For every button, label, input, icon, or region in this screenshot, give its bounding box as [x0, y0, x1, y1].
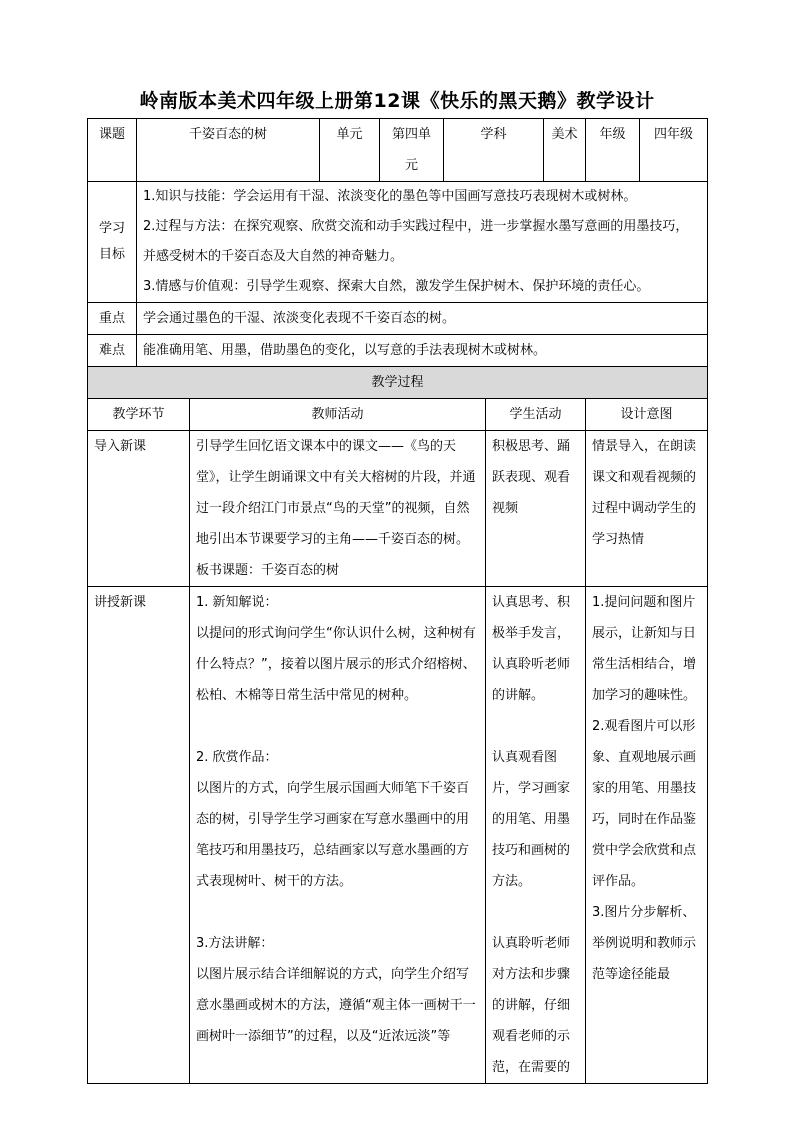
- design-paragraph: 1.提问问题和图片展示，让新知与日常生活相结合，增加学习的趣味性。: [592, 595, 697, 703]
- document-title: 岭南版本美术四年级上册第12课《快乐的黑天鹅》教学设计: [139, 90, 655, 112]
- objective-item: 3.情感与价值观：引导学生观察、探索大自然，激发学生保护树木、保护环境的责任心。: [143, 279, 650, 294]
- student-paragraph: 认真观看图片，学习画家的用笔、用墨技巧和画树的方法。: [492, 750, 571, 889]
- teacher-activity-cell: [190, 431, 486, 587]
- column-header-teacher: 教师活动: [190, 399, 486, 431]
- objectives-row: [88, 182, 708, 303]
- table-row: [88, 431, 708, 587]
- unit-label: 单元: [320, 119, 380, 182]
- teacher-paragraph: 以图片的方式，向学生展示国画大师笔下千姿百态的树，引导学生学习画家在写意水墨画中的用笔技巧和用墨技巧，总结画家以写意水墨画的方式表现树叶、树干的方法。: [196, 781, 470, 889]
- process-header-row: [88, 367, 708, 399]
- spacer: [492, 711, 579, 742]
- teacher-paragraph: 引导学生回忆语文课本中的课文——《鸟的天堂》，让学生朗诵课文中有关大榕树的片段，并通过一段介绍江门市景点“鸟的天堂”的视频，自然地引出本节课要学习的主角——千姿百态的树。: [196, 439, 476, 547]
- teacher-paragraph: 板书课题：千姿百态的树: [196, 563, 340, 578]
- student-activity-cell: [486, 431, 586, 587]
- student-paragraph: 积极思考、踊跃表现、观看视频: [492, 439, 571, 516]
- difficulty-text: 能准确用笔、用墨，借助墨色的变化，以写意的手法表现树木或树林。: [137, 335, 708, 367]
- key-point-row: [88, 303, 708, 335]
- objectives-label-line1: 学习: [98, 221, 125, 236]
- student-activity-cell: [486, 587, 586, 1084]
- design-paragraph: 情景导入，在朗读课文和观看视频的过程中调动学生的学习热情: [592, 439, 697, 547]
- spacer: [196, 897, 479, 928]
- student-paragraph: 认真聆听老师对方法和步骤的讲解，仔细观看老师的示范，在需要的: [492, 936, 571, 1075]
- column-header-design: 设计意图: [586, 399, 708, 431]
- difficulty-row: [88, 335, 708, 367]
- teacher-activity-cell: [190, 587, 486, 1084]
- stage-cell: 导入新课: [88, 431, 190, 587]
- table-row: [88, 587, 708, 1084]
- grade-label: 年级: [586, 119, 640, 182]
- unit-value: 第四单元: [380, 119, 444, 182]
- topic-value: 千姿百态的树: [137, 119, 320, 182]
- design-intent-cell: [586, 431, 708, 587]
- column-header-student: 学生活动: [486, 399, 586, 431]
- design-paragraph: 2.观看图片可以形象、直观地展示画家的用笔、用墨技巧，同时在作品鉴赏中学会欣赏和点评作品。: [592, 719, 697, 889]
- process-header: 教学过程: [88, 367, 708, 399]
- grade-value: 四年级: [640, 119, 708, 182]
- spacer: [196, 711, 479, 742]
- teacher-paragraph: 以图片展示结合详细解说的方式，向学生介绍写意水墨画或树木的方法，遵循“观主体一画树干一画树叶一添细节”的过程，以及“近浓远淡”等: [196, 967, 476, 1044]
- subject-label: 学科: [444, 119, 544, 182]
- design-intent-cell: [586, 587, 708, 1084]
- student-paragraph: 认真思考、积极举手发言，认真聆听老师的讲解。: [492, 595, 571, 703]
- topic-label: 课题: [88, 119, 137, 182]
- column-header-stage: 教学环节: [88, 399, 190, 431]
- teacher-paragraph: 2. 欣赏作品：: [196, 750, 278, 765]
- objectives-label-line2: 目标: [98, 247, 125, 262]
- objective-item: 2.过程与方法：在探究观察、欣赏交流和动手实践过程中，进一步掌握水墨写意画的用墨技巧，并感受树木的千姿百态及大自然的神奇魅力。: [143, 219, 689, 264]
- info-row: [88, 119, 708, 182]
- lesson-plan-table: [87, 118, 708, 1084]
- subject-value: 美术: [544, 119, 586, 182]
- design-paragraph: 3.图片分步解析、举例说明和教师示范等途径能最: [592, 905, 697, 982]
- difficulty-label: 难点: [88, 335, 137, 367]
- teacher-paragraph: 以提问的形式询问学生“你认识什么树，这种树有什么特点？”，接着以图片展示的形式介绍榕树、松柏、木棉等日常生活中常见的树种。: [196, 626, 476, 703]
- column-header-row: [88, 399, 708, 431]
- objective-item: 1.知识与技能：学会运用有干湿、浓淡变化的墨色等中国画写意技巧表现树木或树林。: [143, 189, 637, 204]
- key-point-label: 重点: [88, 303, 137, 335]
- spacer: [492, 897, 579, 928]
- teacher-paragraph: 1. 新知解说：: [196, 595, 278, 610]
- key-point-text: 学会通过墨色的干湿、浓淡变化表现不千姿百态的树。: [137, 303, 708, 335]
- stage-cell: 讲授新课: [88, 587, 190, 1084]
- objectives-label: [88, 182, 137, 303]
- teacher-paragraph: 3.方法讲解：: [196, 936, 274, 951]
- objectives-content: [137, 182, 708, 303]
